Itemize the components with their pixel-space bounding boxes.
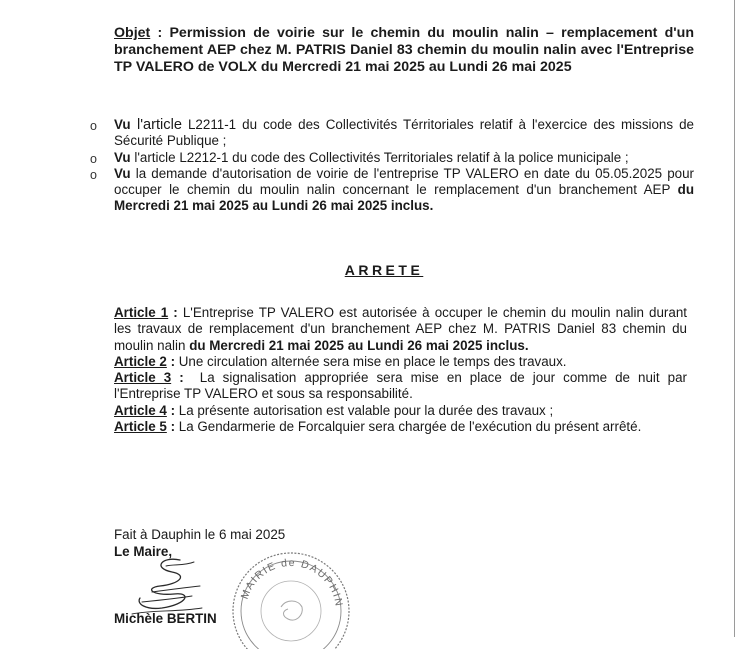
bullet-circle-icon: o (90, 119, 97, 133)
consideration-item (82, 150, 694, 166)
subject-paragraph (114, 25, 694, 76)
vu-text: L2211-1 du code des Collectivités Térritoriales relatif à l'exercice des missions de Sécurité Publique ; (114, 117, 694, 149)
articles-section (114, 305, 687, 435)
considerations-list (82, 117, 694, 215)
vu-label: Vu (114, 149, 131, 165)
vu-label: Vu (114, 165, 131, 181)
article-separator: : (166, 419, 179, 435)
vu-intro: l'article (130, 117, 182, 133)
article-4 (114, 403, 687, 419)
article-label: Article 2 (114, 353, 167, 369)
arrete-heading: ARRETE (344, 262, 424, 278)
subject-label: Objet (114, 25, 151, 41)
place-date: Fait à Dauphin le 6 mai 2025 (114, 527, 286, 542)
article-text: La présente autorisation est valable pour la durée des travaux ; (178, 402, 554, 418)
vu-label: Vu (114, 117, 131, 132)
article-label: Article 3 (114, 370, 172, 386)
article-3 (114, 370, 687, 403)
consideration-item (82, 166, 694, 215)
bullet-circle-icon: o (90, 167, 97, 182)
signer-name: Michèle BERTIN (114, 611, 217, 626)
article-text: La signalisation appropriée sera mise en place de jour comme de nuit par l'Entreprise TP VALERO et sous sa responsabilité. (114, 370, 688, 402)
article-2 (114, 354, 687, 370)
vu-text: l'article L2212-1 du code des Collectivités Territoriales relatif à la police municipale ; (130, 149, 629, 165)
article-1 (114, 305, 687, 354)
consideration-item (82, 117, 694, 150)
article-text: Une circulation alternée sera mise en place le temps des travaux. (178, 353, 567, 369)
article-label: Article 1 (114, 305, 169, 320)
mayor-title: Le Maire, (114, 543, 173, 559)
vu-text: la demande d'autorisation de voirie de l'entreprise TP VALERO en date du 05.05.2025 pour occuper le chemin du moulin nalin concernant le remplacement d'un branchement AEP (114, 165, 694, 198)
bullet-circle-icon: o (90, 151, 97, 166)
article-label: Article 4 (114, 402, 167, 418)
article-bold-dates: du Mercredi 21 mai 2025 au Lundi 26 mai 2025 inclus. (189, 337, 529, 353)
mairie-stamp (226, 549, 356, 649)
vu-bold-dates: du Mercredi 21 mai 2025 au Lundi 26 mai 2025 inclus. (114, 182, 694, 214)
article-separator: : (168, 305, 183, 320)
article-label: Article 5 (114, 419, 167, 435)
article-separator: : (171, 370, 200, 386)
article-5 (114, 419, 687, 435)
stamp-text: MAIRIE de DAUPHIN (238, 556, 345, 609)
page-edge-line (734, 0, 735, 637)
article-separator: : (166, 353, 179, 369)
article-text: La Gendarmerie de Forcalquier sera chargée de l'exécution du présent arrêté. (178, 419, 642, 435)
article-separator: : (166, 402, 179, 418)
subject-text: : Permission de voirie sur le chemin du moulin nalin – remplacement d'un branchement AEP chez M. PATRIS Daniel 83 chemin du moulin nalin avec l'Entreprise TP VALERO de VOLX du Mercredi 21 mai 2025 au Lundi 26 mai 2025 (114, 25, 694, 75)
article-text: L'Entreprise TP VALERO est autorisée à occuper le chemin du moulin nalin durant les travaux de remplacement d'un branchement AEP chez M. PATRIS Daniel 83 chemin du moulin nalin (114, 305, 687, 353)
